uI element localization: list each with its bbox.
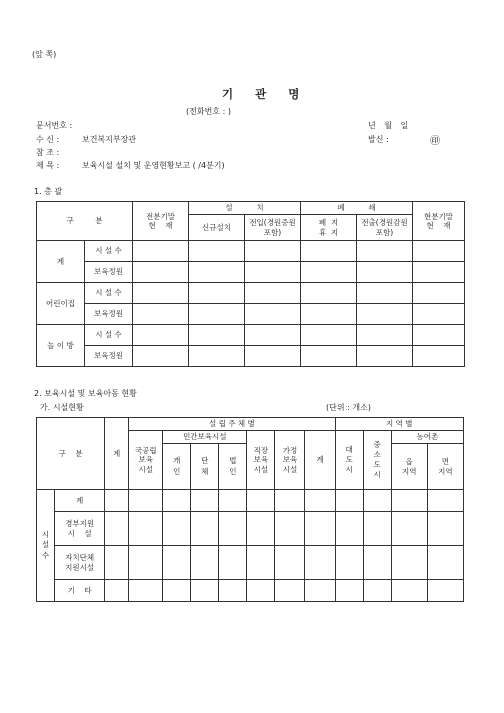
facility-input-cell[interactable] <box>163 490 191 512</box>
facility-input-cell[interactable] <box>105 490 129 512</box>
facility-input-cell[interactable] <box>247 546 275 580</box>
facility-input-cell[interactable] <box>305 546 335 580</box>
summary-input-cell[interactable] <box>357 346 413 367</box>
facility-input-cell[interactable] <box>427 490 463 512</box>
summary-input-cell[interactable] <box>357 325 413 346</box>
facility-input-cell[interactable] <box>247 512 275 546</box>
facility-row-label: 자치단체 지원시설 <box>55 546 105 580</box>
facility-header-town: 읍 지역 <box>391 444 427 490</box>
facility-header-home: 가정 보육 시설 <box>275 431 305 490</box>
summary-table <box>36 201 465 367</box>
summary-input-cell[interactable] <box>245 346 301 367</box>
facility-input-cell[interactable] <box>163 546 191 580</box>
summary-input-cell[interactable] <box>133 325 189 346</box>
summary-header-transfer-in: 전입(경원증원 포함) <box>245 215 301 241</box>
summary-input-cell[interactable] <box>189 283 245 304</box>
summary-input-cell[interactable] <box>133 262 189 283</box>
section1-heading: 1. 총 괄 <box>34 187 63 196</box>
facility-row-label: 기 타 <box>55 580 105 602</box>
facility-input-cell[interactable] <box>129 580 163 602</box>
summary-row <box>37 325 465 346</box>
summary-input-cell[interactable] <box>189 325 245 346</box>
summary-header-transfer-out: 전출(경원감원 포함) <box>357 215 413 241</box>
summary-input-cell[interactable] <box>357 304 413 325</box>
sender-label: 발신 : <box>368 135 389 144</box>
summary-group-label: 어린이집 <box>37 283 85 325</box>
subject-value: 보육시설 설치 및 운영현황보고 ( /4분기) <box>82 161 225 170</box>
facility-input-cell[interactable] <box>191 490 219 512</box>
facility-input-cell[interactable] <box>427 580 463 602</box>
summary-group-label: 놀 이 방 <box>37 325 85 367</box>
facility-input-cell[interactable] <box>335 580 363 602</box>
summary-row-label: 보육정원 <box>85 262 133 283</box>
summary-input-cell[interactable] <box>245 325 301 346</box>
facility-input-cell[interactable] <box>363 546 391 580</box>
facility-input-cell[interactable] <box>191 580 219 602</box>
facility-input-cell[interactable] <box>163 580 191 602</box>
summary-input-cell[interactable] <box>189 262 245 283</box>
facility-input-cell[interactable] <box>391 546 427 580</box>
facility-input-cell[interactable] <box>105 546 129 580</box>
facility-input-cell[interactable] <box>363 512 391 546</box>
facility-header-township: 면 지역 <box>427 444 463 490</box>
facility-row-label: 계 <box>55 490 105 512</box>
facility-row-label: 경부지원 시 설 <box>55 512 105 546</box>
ref-label: 참 조 : <box>36 148 60 157</box>
summary-input-cell[interactable] <box>245 304 301 325</box>
summary-input-cell[interactable] <box>357 283 413 304</box>
facility-input-cell[interactable] <box>363 490 391 512</box>
facility-header-private: 민간보육시설 <box>163 431 247 444</box>
section2-heading: 2. 보육시설 및 보육아동 현황 <box>34 389 137 398</box>
facility-input-cell[interactable] <box>129 490 163 512</box>
facility-input-cell[interactable] <box>105 512 129 546</box>
facility-input-cell[interactable] <box>105 580 129 602</box>
seal-mark: ㊞ <box>430 136 440 147</box>
facility-input-cell[interactable] <box>163 512 191 546</box>
facility-group-label <box>37 490 55 602</box>
summary-input-cell[interactable] <box>301 325 357 346</box>
summary-group-label: 계 <box>37 241 85 283</box>
facility-input-cell[interactable] <box>391 580 427 602</box>
summary-input-cell[interactable] <box>413 283 465 304</box>
facility-input-cell[interactable] <box>275 546 305 580</box>
summary-row <box>37 241 465 262</box>
summary-input-cell[interactable] <box>301 241 357 262</box>
summary-row-label: 보육정원 <box>85 304 133 325</box>
facility-input-cell[interactable] <box>219 580 247 602</box>
facility-input-cell[interactable] <box>335 546 363 580</box>
facility-row <box>37 490 464 512</box>
summary-header-category: 구 분 <box>37 202 133 241</box>
summary-input-cell[interactable] <box>133 241 189 262</box>
facility-header-group: 단체 <box>191 444 219 490</box>
facility-header-founder: 설 립 주 체 별 <box>129 418 335 431</box>
summary-row-label: 시 설 수 <box>85 241 133 262</box>
facility-input-cell[interactable] <box>305 490 335 512</box>
facility-group-text: 시설수 <box>41 530 50 560</box>
summary-row <box>37 283 465 304</box>
page-side-label: (앞 쪽) <box>32 50 57 59</box>
summary-row <box>37 304 465 325</box>
facility-row <box>37 512 464 546</box>
facility-input-cell[interactable] <box>391 490 427 512</box>
facility-row <box>37 580 464 602</box>
summary-input-cell[interactable] <box>189 346 245 367</box>
summary-input-cell[interactable] <box>301 283 357 304</box>
facility-header-public: 국공립 보육 시설 <box>129 431 163 490</box>
summary-input-cell[interactable] <box>189 304 245 325</box>
facility-header-founder-total: 계 <box>305 431 335 490</box>
unit-label: (단위 : 개소) <box>326 403 371 412</box>
summary-input-cell[interactable] <box>413 241 465 262</box>
facility-input-cell[interactable] <box>219 490 247 512</box>
facility-input-cell[interactable] <box>219 512 247 546</box>
summary-row <box>37 346 465 367</box>
summary-header-close: 폐 쇄 <box>301 202 413 215</box>
summary-input-cell[interactable] <box>245 241 301 262</box>
facility-input-cell[interactable] <box>247 490 275 512</box>
summary-input-cell[interactable] <box>413 262 465 283</box>
date-label: 년 월 일 <box>368 121 409 130</box>
summary-input-cell[interactable] <box>133 283 189 304</box>
facility-input-cell[interactable] <box>191 512 219 546</box>
summary-header-new: 신규설치 <box>189 215 245 241</box>
summary-input-cell[interactable] <box>189 241 245 262</box>
facility-input-cell[interactable] <box>305 580 335 602</box>
summary-header-current: 현분기말 현 재 <box>413 202 465 241</box>
facility-header-small-city: 중소도시 <box>363 431 391 490</box>
facility-header-workplace: 직장 보육 시설 <box>247 431 275 490</box>
facility-row <box>37 546 464 580</box>
facility-input-cell[interactable] <box>427 546 463 580</box>
facility-input-cell[interactable] <box>219 546 247 580</box>
facility-input-cell[interactable] <box>129 512 163 546</box>
facility-header-large-city: 대도시 <box>335 431 363 490</box>
summary-input-cell[interactable] <box>413 346 465 367</box>
summary-input-cell[interactable] <box>245 283 301 304</box>
phone-line: (전화번호 : ) <box>186 107 231 116</box>
recipient-label: 수 신 : <box>36 135 60 144</box>
summary-input-cell[interactable] <box>413 304 465 325</box>
facility-input-cell[interactable] <box>335 490 363 512</box>
facility-input-cell[interactable] <box>335 512 363 546</box>
facility-header-region: 지 역 별 <box>335 418 463 431</box>
facility-input-cell[interactable] <box>391 512 427 546</box>
summary-input-cell[interactable] <box>133 304 189 325</box>
facility-input-cell[interactable] <box>275 512 305 546</box>
summary-input-cell[interactable] <box>357 241 413 262</box>
summary-header-install: 설 치 <box>189 202 301 215</box>
summary-row <box>37 262 465 283</box>
facility-input-cell[interactable] <box>191 546 219 580</box>
summary-input-cell[interactable] <box>301 262 357 283</box>
facility-header-individual: 개인 <box>163 444 191 490</box>
facility-header-rural: 농어촌 <box>391 431 463 444</box>
section2-subheading: 가. 시설현황 <box>40 403 84 412</box>
facility-header-category: 구 분 <box>37 418 105 490</box>
doc-no-label: 문서번호 : <box>36 121 73 130</box>
summary-input-cell[interactable] <box>413 325 465 346</box>
summary-row-label: 시 설 수 <box>85 325 133 346</box>
agency-name-title: 기 관 명 <box>222 87 309 101</box>
summary-input-cell[interactable] <box>301 304 357 325</box>
summary-row-label: 보육정원 <box>85 346 133 367</box>
summary-input-cell[interactable] <box>245 262 301 283</box>
facility-input-cell[interactable] <box>275 490 305 512</box>
facility-input-cell[interactable] <box>363 580 391 602</box>
summary-header-prev: 전분기말 현 재 <box>133 202 189 241</box>
subject-label: 제 목 : <box>36 161 60 170</box>
facility-table <box>36 417 464 602</box>
summary-input-cell[interactable] <box>133 346 189 367</box>
summary-header-closed: 폐 지 휴 지 <box>301 215 357 241</box>
summary-input-cell[interactable] <box>301 346 357 367</box>
recipient-value: 보건복지부장관 <box>82 135 137 144</box>
summary-input-cell[interactable] <box>357 262 413 283</box>
facility-input-cell[interactable] <box>427 512 463 546</box>
facility-input-cell[interactable] <box>275 580 305 602</box>
facility-header-corp: 법인 <box>219 444 247 490</box>
facility-input-cell[interactable] <box>305 512 335 546</box>
summary-row-label: 시 설 수 <box>85 283 133 304</box>
facility-input-cell[interactable] <box>247 580 275 602</box>
facility-header-total: 계 <box>105 418 129 490</box>
facility-input-cell[interactable] <box>129 546 163 580</box>
